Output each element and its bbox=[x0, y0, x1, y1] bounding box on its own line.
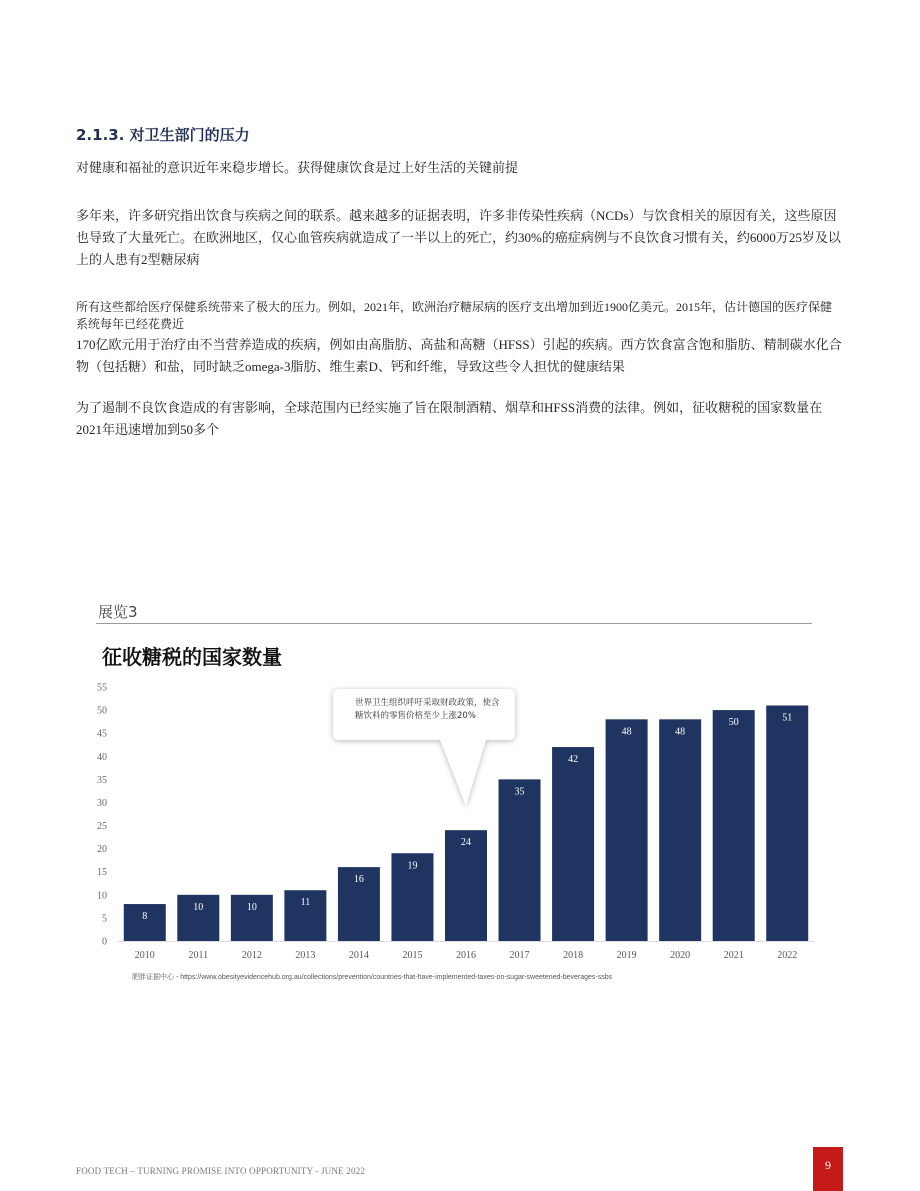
bar bbox=[659, 719, 701, 941]
x-tick-label: 2022 bbox=[777, 950, 798, 961]
bar-data-label: 50 bbox=[728, 717, 739, 729]
y-axis bbox=[97, 683, 107, 948]
bar bbox=[124, 904, 166, 941]
bar bbox=[713, 710, 755, 941]
paragraph-diet-disease: 多年来，许多研究指出饮食与疾病之间的联系。越来越多的证据表明，许多非传染性疾病（NCDs）与饮食相关的原因有关，这些原因也导致了大量死亡。在欧洲地区，仅心血管疾病就造成了一半以上的死亡，约30%的癌症病例与不良饮食习惯有关，约6000万25岁及以上的人患有2型糖尿病 bbox=[76, 208, 841, 267]
callout bbox=[333, 689, 515, 806]
source-note: 肥胖证据中心 - https://www.obesityevidencehub.org.au/collections/prevention/countries-that-have-implemented-taxes-on-sugar-sweetened-beverages-ssbs bbox=[132, 974, 613, 981]
bar-data-label: 35 bbox=[514, 786, 525, 798]
y-tick-label: 5 bbox=[102, 913, 107, 925]
y-tick-label: 55 bbox=[97, 682, 107, 694]
x-tick-label: 2016 bbox=[456, 950, 476, 961]
bar-data-label: 10 bbox=[246, 901, 257, 913]
x-axis bbox=[118, 942, 814, 962]
chart-title: 征收糖税的国家数量 bbox=[102, 645, 282, 669]
y-tick-label: 45 bbox=[97, 728, 107, 740]
y-tick-label: 35 bbox=[97, 774, 107, 786]
bar-data-label: 11 bbox=[300, 897, 311, 909]
bar bbox=[606, 719, 648, 941]
y-tick-label: 40 bbox=[97, 751, 107, 763]
x-tick-label: 2011 bbox=[188, 950, 209, 961]
x-tick-label: 2017 bbox=[509, 950, 530, 961]
y-tick-label: 20 bbox=[97, 844, 107, 856]
y-tick-label: 15 bbox=[97, 867, 107, 879]
callout-text-line2: 糖饮料的零售价格至少上涨20% bbox=[355, 711, 476, 721]
paragraph-intro: 对健康和福祉的意识近年来稳步增长。获得健康饮食是过上好生活的关键前提 bbox=[76, 160, 519, 175]
bar-data-label: 51 bbox=[782, 712, 793, 724]
x-tick-label: 2018 bbox=[563, 950, 584, 961]
bar-data-label: 42 bbox=[568, 754, 579, 766]
callout-text-line1: 世界卫生组织呼吁采取财政政策，使含 bbox=[355, 698, 500, 708]
bar-data-label: 48 bbox=[621, 726, 632, 738]
x-tick-label: 2015 bbox=[402, 950, 423, 961]
x-tick-label: 2021 bbox=[723, 950, 744, 961]
exhibit-label: 展览3 bbox=[98, 603, 138, 621]
bar-data-label: 8 bbox=[142, 911, 148, 923]
bar bbox=[552, 747, 594, 941]
paragraph-healthcare-pressure: 所有这些都给医疗保健系统带来了极大的压力。例如，2021年，欧洲治疗糖尿病的医疗支出增加到近1900亿美元。2015年，估计德国的医疗保健系统每年已经花费近 bbox=[76, 300, 833, 331]
bar-data-label: 24 bbox=[461, 837, 471, 849]
x-tick-label: 2012 bbox=[241, 950, 262, 961]
bar bbox=[766, 705, 808, 941]
x-tick-label: 2019 bbox=[616, 950, 637, 961]
y-tick-label: 50 bbox=[97, 705, 107, 717]
y-tick-label: 25 bbox=[97, 821, 107, 833]
x-tick-label: 2020 bbox=[670, 950, 691, 961]
x-tick-label: 2010 bbox=[134, 950, 155, 961]
y-tick-label: 10 bbox=[97, 890, 107, 902]
page-number-badge: 9 bbox=[813, 1147, 843, 1191]
bar-data-label: 10 bbox=[193, 901, 204, 913]
x-tick-label: 2014 bbox=[348, 950, 369, 961]
y-tick-label: 0 bbox=[102, 936, 107, 948]
x-tick-label: 2013 bbox=[295, 950, 316, 961]
bar bbox=[499, 779, 541, 941]
paragraph-healthcare-cost: 170亿欧元用于治疗由不当营养造成的疾病，例如由高脂肪、高盐和高糖（HFSS）引起的疾病。西方饮食富含饱和脂肪、精制碳水化合物（包括糖）和盐，同时缺乏omega-3脂肪、维生素D、钙和纤维，导致这些令人担忧的健康结果 bbox=[76, 337, 842, 374]
footer-text: FOOD TECH – TURNING PROMISE INTO OPPORTUNITY - JUNE 2022 bbox=[76, 1166, 366, 1176]
y-tick-label: 30 bbox=[97, 797, 107, 809]
bar-data-label: 16 bbox=[353, 874, 364, 886]
paragraph-sugar-tax-laws: 为了遏制不良饮食造成的有害影响，全球范围内已经实施了旨在限制酒精、烟草和HFSS消费的法律。例如，征收糖税的国家数量在2021年迅速增加到50多个 bbox=[76, 400, 823, 437]
bar-data-label: 48 bbox=[675, 726, 686, 738]
bar-data-label: 19 bbox=[407, 860, 418, 872]
section-heading: 2.1.3. 对卫生部门的压力 bbox=[76, 126, 250, 144]
